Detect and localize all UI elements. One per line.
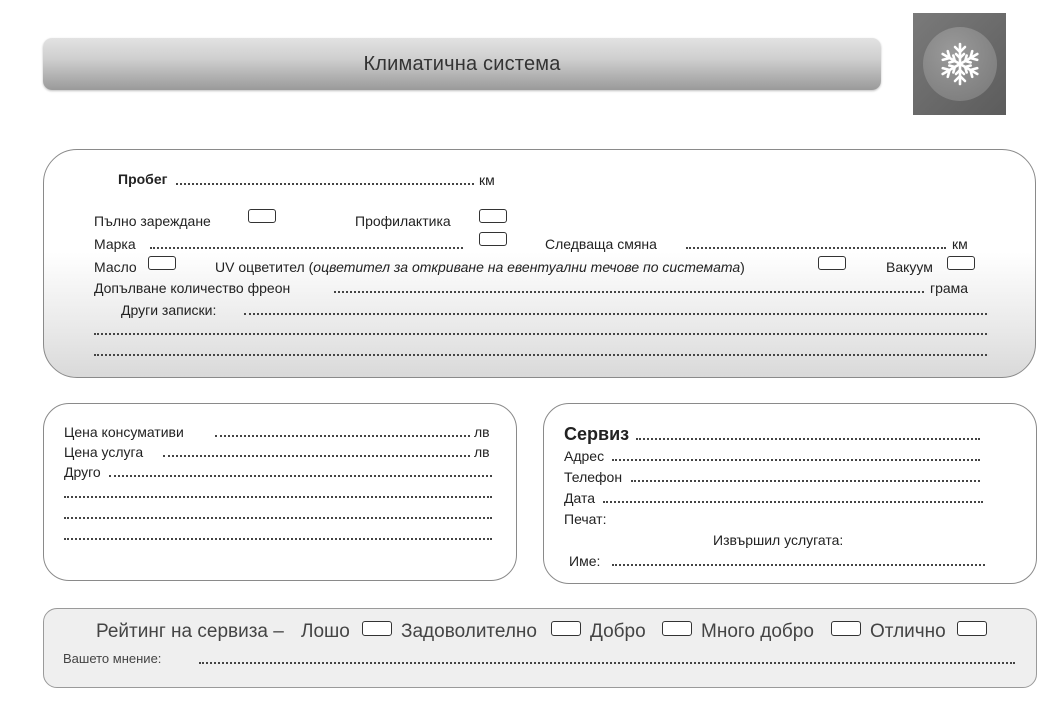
consumables-unit: лв [474, 424, 490, 440]
uv-dye-label-text: UV оцветител ( [215, 259, 314, 275]
uv-dye-close: ) [740, 259, 745, 275]
rating-very-good-checkbox[interactable] [831, 621, 861, 636]
rating-option-satisfactory: Задоволително [401, 621, 537, 642]
oil-label: Масло [94, 259, 137, 275]
opinion-field[interactable] [199, 662, 1015, 664]
other-label: Друго [64, 464, 101, 480]
next-change-field[interactable] [686, 247, 946, 249]
snowflake-icon [923, 27, 997, 101]
brand-field[interactable] [150, 247, 463, 249]
service-name-field[interactable] [636, 438, 980, 440]
rating-panel [43, 608, 1037, 688]
title-bar [43, 38, 881, 90]
uv-dye-checkbox[interactable] [818, 256, 846, 270]
address-label: Адрес [564, 448, 605, 464]
rating-prefix: Рейтинг на сервиза – [96, 621, 284, 642]
rating-good-checkbox[interactable] [662, 621, 692, 636]
date-field[interactable] [603, 501, 983, 503]
mileage-label: Пробег [118, 171, 168, 187]
consumables-label: Цена консумативи [64, 424, 184, 440]
address-field[interactable] [612, 459, 980, 461]
uv-dye-label [215, 259, 745, 275]
phone-label: Телефон [564, 469, 623, 485]
notes-line-2[interactable] [94, 333, 987, 335]
performed-by-label: Извършил услугата: [713, 532, 844, 548]
notes-label: Други записки: [121, 302, 217, 318]
freon-unit: грама [930, 280, 969, 296]
service-price-unit: лв [474, 444, 490, 460]
notes-line-1[interactable] [244, 313, 987, 315]
service-price-field[interactable] [163, 455, 470, 457]
rating-option-very-good: Много добро [701, 621, 814, 642]
opinion-label: Вашето мнение: [63, 651, 162, 666]
prophylaxis-checkbox[interactable] [479, 209, 507, 223]
phone-field[interactable] [631, 480, 980, 482]
oil-checkbox[interactable] [148, 256, 176, 270]
next-change-unit: км [952, 236, 968, 252]
date-label: Дата [564, 490, 596, 506]
rating-option-good: Добро [590, 621, 646, 642]
other-line-2[interactable] [64, 496, 492, 498]
uv-dye-note: оцветител за откриване на евентуални течове по системата [313, 259, 741, 275]
other-field[interactable] [109, 475, 492, 477]
consumables-field[interactable] [215, 435, 470, 437]
other-line-4[interactable] [64, 538, 492, 540]
service-price-label: Цена услуга [64, 444, 144, 460]
mileage-field[interactable] [176, 183, 474, 185]
snowflake-circle [923, 27, 997, 101]
mileage-unit: км [479, 172, 495, 188]
notes-line-3[interactable] [94, 354, 987, 356]
snowflake-tile [913, 13, 1006, 115]
full-charge-checkbox[interactable] [248, 209, 276, 223]
stamp-label: Печат: [564, 511, 607, 527]
service-title: Сервиз [564, 424, 630, 444]
rating-bad-checkbox[interactable] [362, 621, 392, 636]
vacuum-label: Вакуум [886, 259, 933, 275]
rating-satisfactory-checkbox[interactable] [551, 621, 581, 636]
name-field[interactable] [612, 564, 985, 566]
name-label: Име: [569, 553, 601, 569]
next-change-label: Следваща смяна [545, 236, 657, 252]
prophylaxis-label: Профилактика [355, 213, 451, 229]
full-charge-label: Пълно зареждане [94, 213, 211, 229]
vacuum-checkbox[interactable] [947, 256, 975, 270]
brand-checkbox[interactable] [479, 232, 507, 246]
rating-excellent-checkbox[interactable] [957, 621, 987, 636]
freon-field[interactable] [334, 291, 924, 293]
freon-label: Допълване количество фреон [94, 280, 291, 296]
rating-option-bad: Лошо [301, 621, 350, 642]
other-line-3[interactable] [64, 517, 492, 519]
page-title: Климатична система [363, 53, 561, 75]
rating-option-excellent: Отлично [870, 621, 946, 642]
brand-label: Марка [94, 236, 136, 252]
